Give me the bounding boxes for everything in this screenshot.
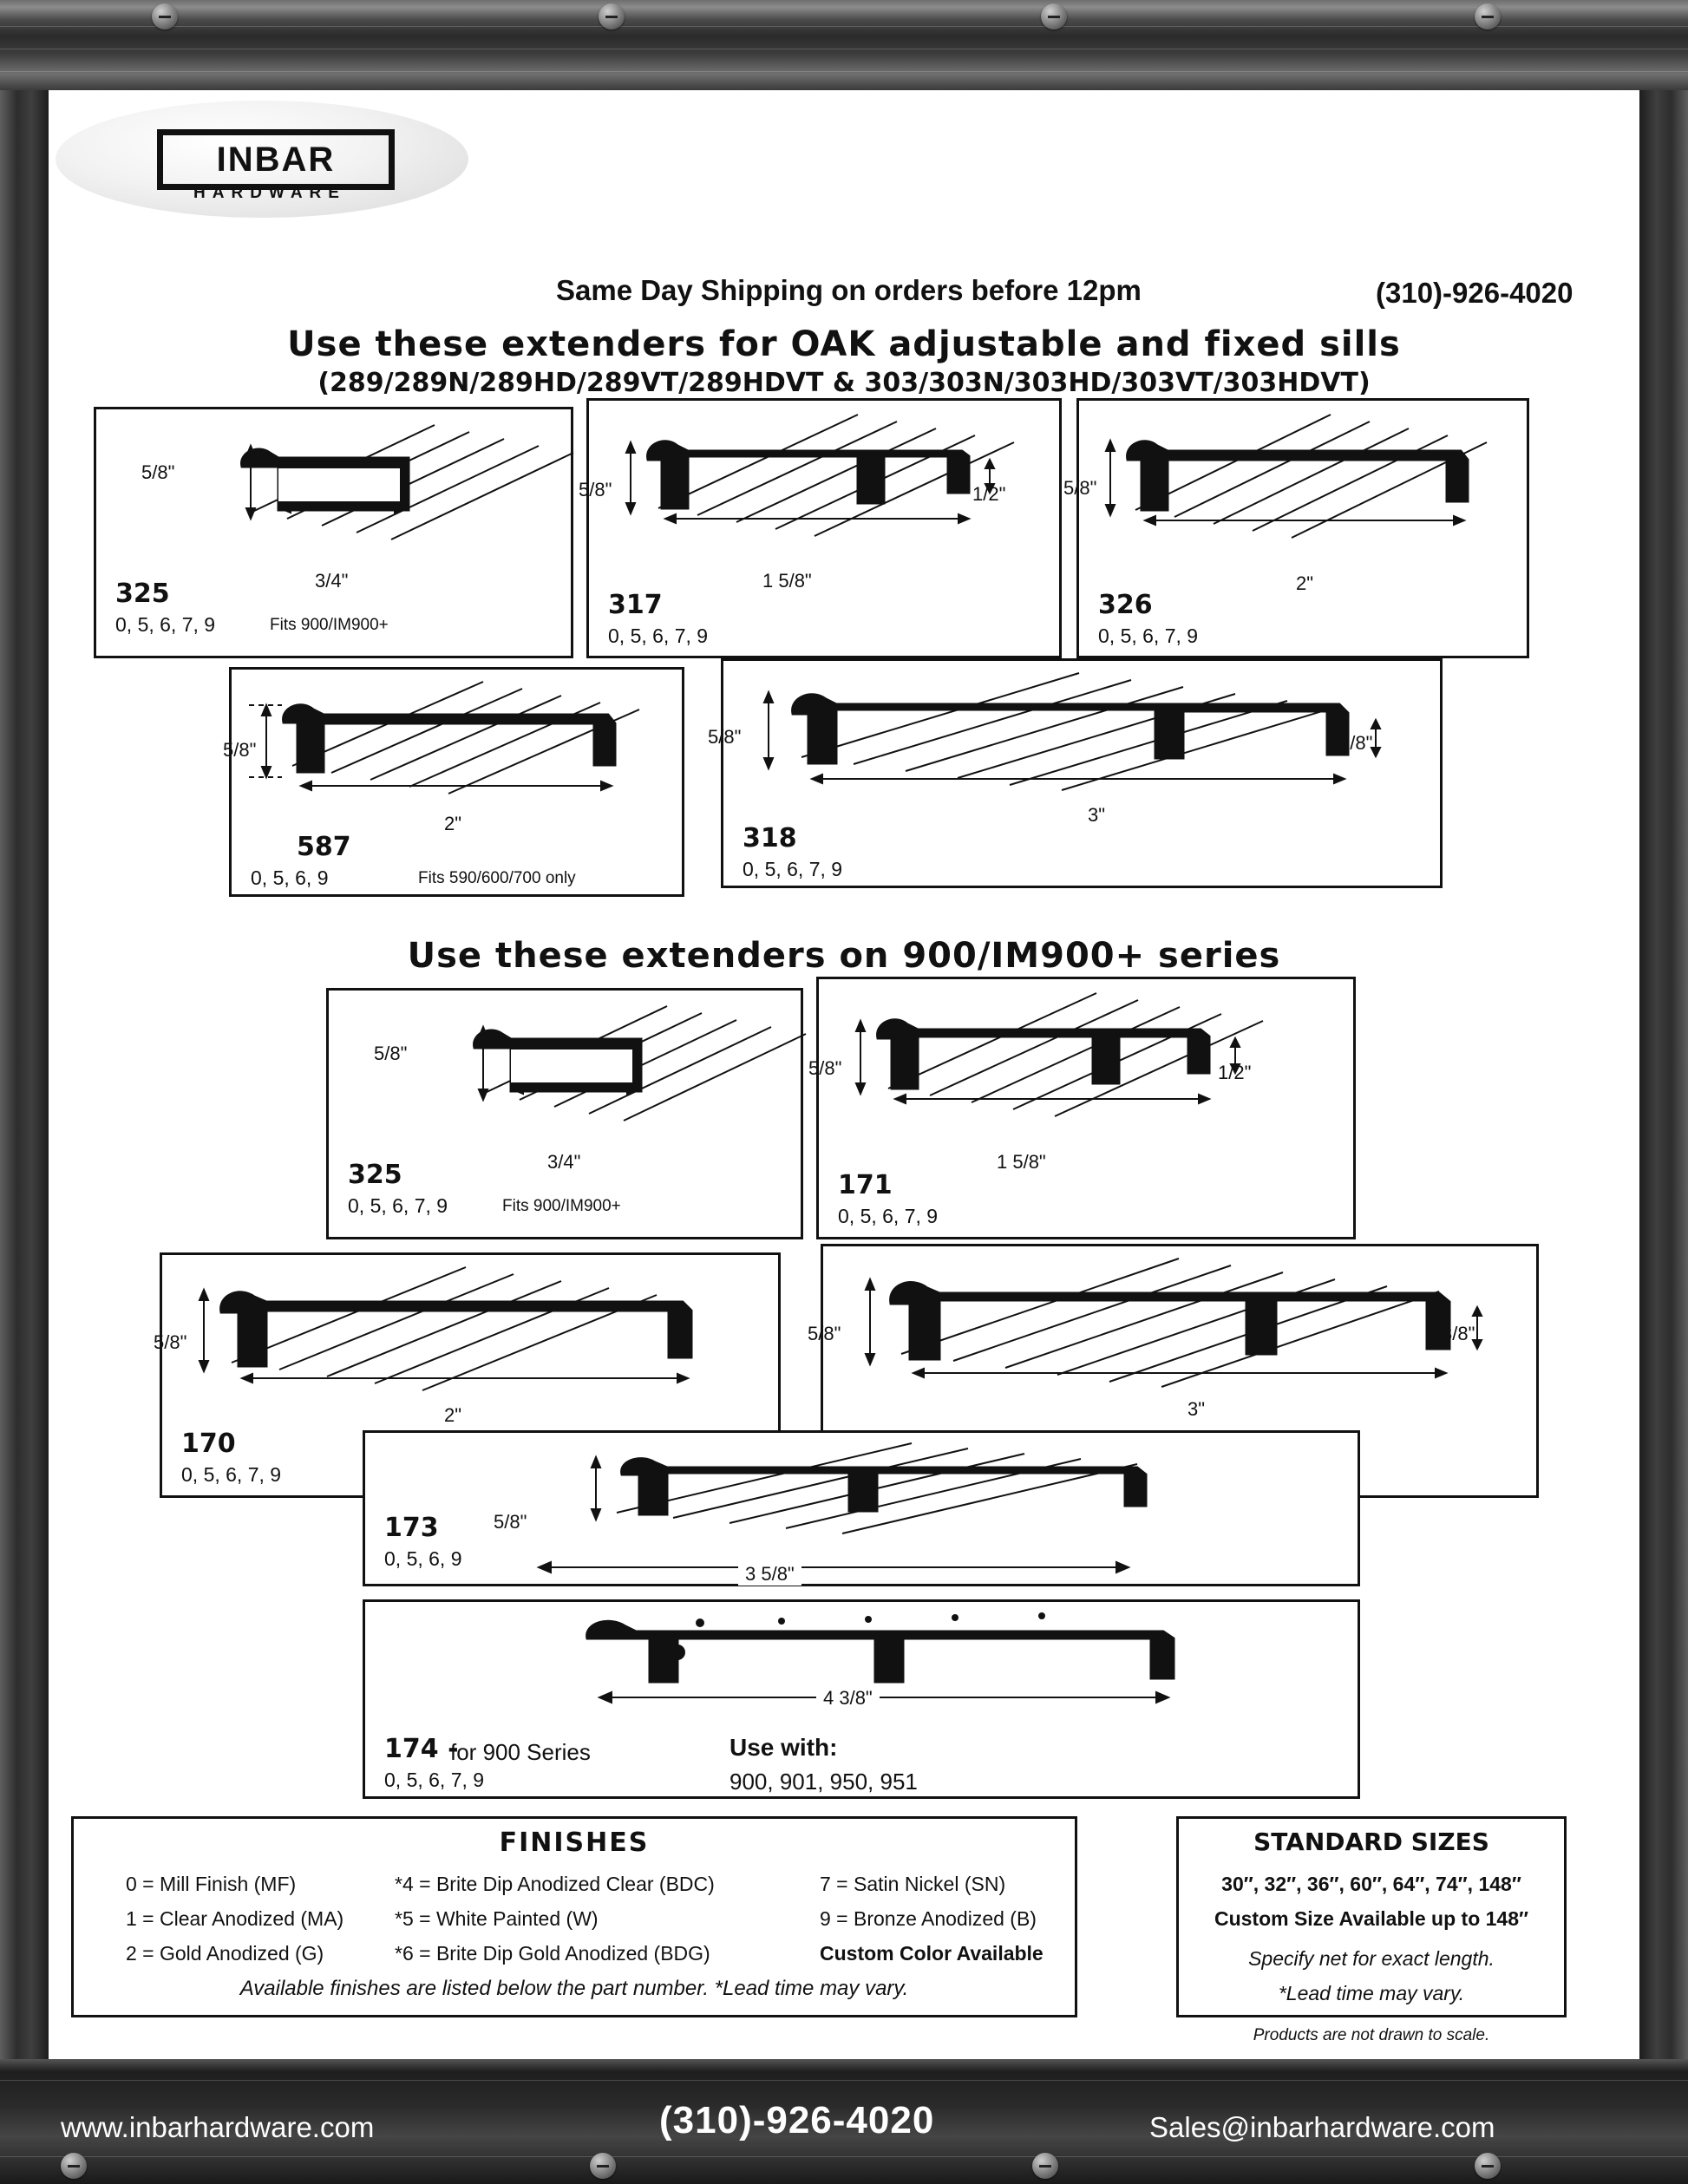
product-finishes-174: 0, 5, 6, 7, 9 xyxy=(384,1769,485,1791)
product-number-587: 587 xyxy=(297,832,351,862)
finish-item: *6 = Brite Dip Gold Anodized (BDG) xyxy=(395,1942,710,1965)
product-number-173: 173 xyxy=(384,1513,439,1543)
dimension-height-173: 5/8" xyxy=(494,1511,527,1533)
product-finishes-317: 0, 5, 6, 7, 9 xyxy=(608,624,709,647)
dimension-height-326: 5/8" xyxy=(1063,477,1097,499)
product-card-317 xyxy=(579,398,1062,658)
screw-icon xyxy=(1475,2153,1501,2179)
product-finishes-170: 0, 5, 6, 7, 9 xyxy=(181,1463,282,1486)
oak-section-title: Use these extenders for OAK adjustable and fixed sills xyxy=(287,324,1401,364)
oak-section-subtitle: (289/289N/289HD/289VT/289HDVT & 303/303N/303HD/303VT/303HDVT) xyxy=(317,368,1371,398)
dimension-height-172: 5/8" xyxy=(808,1323,841,1344)
dimension-width-174: 4 3/8" xyxy=(816,1687,880,1710)
dimension-height-325-series: 5/8" xyxy=(374,1043,408,1064)
finishes-box xyxy=(71,1816,1077,2017)
product-card-171 xyxy=(808,977,1356,1239)
dimension-width-326: 2" xyxy=(1296,572,1314,594)
inbar-logo xyxy=(56,101,468,218)
logo-text: INBAR xyxy=(216,141,336,179)
product-finishes-325-series: 0, 5, 6, 7, 9 xyxy=(348,1194,448,1217)
product-number-171: 171 xyxy=(838,1170,893,1200)
dimension-height-318: 5/8" xyxy=(708,726,742,748)
standard-sizes-box xyxy=(1176,1816,1567,2017)
finish-item: Custom Color Available xyxy=(820,1942,1044,1965)
product-finishes-326: 0, 5, 6, 7, 9 xyxy=(1098,624,1199,647)
footer-website[interactable]: www.inbarhardware.com xyxy=(61,2111,375,2143)
product-number-318: 318 xyxy=(743,823,797,853)
header-phone: (310)-926-4020 xyxy=(1376,277,1574,309)
finish-item: *4 = Brite Dip Anodized Clear (BDC) xyxy=(395,1873,715,1895)
dimension-extra-318: 3/8" xyxy=(1339,732,1373,754)
screw-icon xyxy=(1032,2153,1058,2179)
lead-time-note: *Lead time may vary. xyxy=(1278,1982,1465,2004)
finishes-footnote: Available finishes are listed below the part number. *Lead time may vary. xyxy=(239,1977,909,2000)
dimension-height-317: 5/8" xyxy=(579,479,612,500)
dimension-height-587: 5/8" xyxy=(223,739,257,761)
product-finishes-587: 0, 5, 6, 9 xyxy=(251,866,329,889)
product-number-174-suffix: for 900 Series xyxy=(450,1739,591,1765)
right-metal-rail xyxy=(1639,90,1688,2059)
use-with-label: Use with: xyxy=(730,1734,838,1761)
product-fits-587: Fits 590/600/700 only xyxy=(418,869,576,887)
dimension-width-170: 2" xyxy=(444,1404,462,1426)
product-number-325-oak: 325 xyxy=(115,579,170,609)
product-fits-325-oak: Fits 900/IM900+ xyxy=(270,616,389,634)
left-metal-rail xyxy=(0,90,49,2059)
dimension-line-173 xyxy=(530,1554,1137,1580)
dimension-width-317: 1 5/8" xyxy=(762,570,812,592)
dimension-width-172: 3" xyxy=(1187,1398,1206,1420)
screw-icon xyxy=(599,3,625,29)
screw-icon xyxy=(152,3,178,29)
top-metal-band xyxy=(0,0,1688,90)
footer-email[interactable]: Sales@inbarhardware.com xyxy=(1149,2111,1495,2143)
product-fits-325-series: Fits 900/IM900+ xyxy=(502,1197,621,1215)
screw-icon xyxy=(1475,3,1501,29)
product-card-325-series xyxy=(326,988,803,1239)
profile-diagram-325-series xyxy=(381,996,853,1169)
logo-subtitle: HARDWARE xyxy=(193,184,346,202)
product-finishes-173: 0, 5, 6, 9 xyxy=(384,1547,462,1570)
screw-icon xyxy=(61,2153,87,2179)
series-section-title: Use these extenders on 900/IM900+ series xyxy=(407,936,1281,976)
profile-diagram-326 xyxy=(1088,406,1535,588)
dimension-height-170: 5/8" xyxy=(154,1331,187,1353)
finish-item: 1 = Clear Anodized (MA) xyxy=(126,1907,344,1930)
custom-size-note: Custom Size Available up to 148″ xyxy=(1214,1907,1529,1930)
dimension-width-587: 2" xyxy=(444,813,462,834)
dimension-width-173: 3 5/8" xyxy=(738,1563,801,1586)
dimension-height-171: 5/8" xyxy=(808,1057,842,1079)
dimension-width-325-oak: 3/4" xyxy=(315,570,349,592)
profile-diagram-171 xyxy=(828,984,1362,1171)
dimension-extra-172: 3/8" xyxy=(1442,1323,1475,1344)
product-card-173 xyxy=(363,1430,1360,1586)
profile-diagram-170 xyxy=(171,1260,787,1429)
product-finishes-318: 0, 5, 6, 7, 9 xyxy=(743,858,843,880)
product-card-326 xyxy=(1063,398,1529,658)
product-card-318 xyxy=(708,658,1443,888)
dimension-extra-317: 1/2" xyxy=(972,483,1006,505)
use-with-value: 900, 901, 950, 951 xyxy=(730,1769,918,1795)
product-card-325-oak xyxy=(94,407,573,658)
standard-sizes-title: STANDARD SIZES xyxy=(1253,1828,1489,1856)
shipping-notice: Same Day Shipping on orders before 12pm xyxy=(556,274,1142,306)
product-card-587 xyxy=(223,667,684,897)
dimension-width-325-series: 3/4" xyxy=(547,1151,581,1173)
product-finishes-171: 0, 5, 6, 7, 9 xyxy=(838,1205,939,1227)
dimension-width-318: 3" xyxy=(1088,804,1106,826)
product-number-170: 170 xyxy=(181,1429,236,1459)
product-number-326: 326 xyxy=(1098,590,1153,620)
profile-diagram-587 xyxy=(240,675,690,835)
profile-diagram-173 xyxy=(539,1438,1531,1560)
product-number-174: 174 - xyxy=(384,1734,459,1764)
screw-icon xyxy=(590,2153,616,2179)
finishes-title: FINISHES xyxy=(499,1828,650,1858)
footer-phone[interactable]: (310)-926-4020 xyxy=(659,2099,935,2141)
finish-item: *5 = White Painted (W) xyxy=(395,1907,599,1930)
dimension-extra-171: 1/2" xyxy=(1218,1062,1252,1083)
standard-sizes-list: 30″, 32″, 36″, 60″, 64″, 74″, 148″ xyxy=(1221,1873,1521,1895)
profile-diagram-325 xyxy=(148,415,623,588)
product-card-174 xyxy=(363,1599,1360,1799)
finish-item: 2 = Gold Anodized (G) xyxy=(126,1942,324,1965)
dimension-height-325-oak: 5/8" xyxy=(141,461,175,483)
specify-net-note: Specify net for exact length. xyxy=(1248,1947,1495,1970)
not-to-scale-note: Products are not drawn to scale. xyxy=(1253,2026,1490,2044)
product-finishes-325-oak: 0, 5, 6, 7, 9 xyxy=(115,613,216,636)
finish-item: 9 = Bronze Anodized (B) xyxy=(820,1907,1037,1930)
profile-diagram-174 xyxy=(417,1607,1410,1729)
dimension-width-171: 1 5/8" xyxy=(997,1151,1046,1173)
finish-item: 0 = Mill Finish (MF) xyxy=(126,1873,297,1895)
catalog-page xyxy=(49,90,1639,2059)
logo-frame xyxy=(157,129,395,190)
screw-icon xyxy=(1041,3,1067,29)
product-number-317: 317 xyxy=(608,590,663,620)
product-number-325-series: 325 xyxy=(348,1160,402,1190)
finish-item: 7 = Satin Nickel (SN) xyxy=(820,1873,1006,1895)
